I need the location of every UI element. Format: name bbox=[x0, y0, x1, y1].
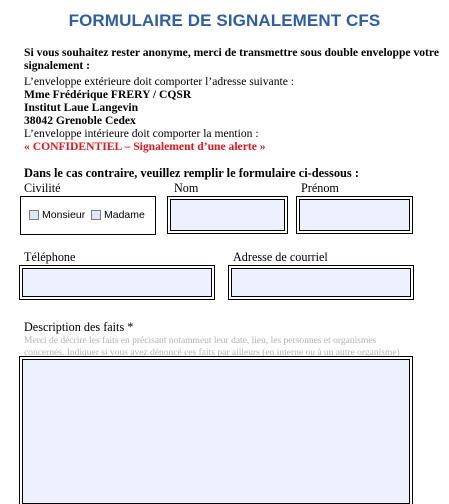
address-line-2: Institut Laue Langevin bbox=[24, 101, 139, 114]
prenom-field[interactable] bbox=[299, 199, 410, 231]
courriel-label: Adresse de courriel bbox=[233, 250, 328, 264]
madame-label: Madame bbox=[104, 209, 145, 221]
anonymity-instruction: Si vous souhaitez rester anonyme, merci de transmettre sous double enveloppe votre bbox=[24, 46, 439, 59]
prenom-label: Prénom bbox=[301, 181, 339, 195]
section-heading: Dans le cas contraire, veuillez remplir le formulaire ci-dessous : bbox=[24, 166, 359, 180]
madame-checkbox[interactable] bbox=[91, 210, 101, 220]
inner-envelope-note: L’enveloppe intérieure doit comporter la mention : bbox=[24, 127, 259, 140]
telephone-label: Téléphone bbox=[24, 250, 76, 264]
description-hint-2: concernés. Indiquer si vous avez dénoncé ces faits par ailleurs (en interne ou à un autre organisme) bbox=[24, 348, 400, 358]
nom-label: Nom bbox=[174, 181, 199, 195]
confidential-mention: « CONFIDENTIEL – Signalement d’une alerte » bbox=[24, 140, 266, 153]
description-hint-1: Merci de décrire les faits en précisant notamment leur date, lieu, les personnes et organismes bbox=[24, 336, 377, 346]
monsieur-checkbox[interactable] bbox=[29, 210, 39, 220]
description-textarea[interactable] bbox=[22, 359, 410, 504]
nom-field[interactable] bbox=[170, 199, 285, 231]
address-line-3: 38042 Grenoble Cedex bbox=[24, 114, 136, 127]
telephone-field[interactable] bbox=[22, 268, 212, 297]
anonymity-instruction-cont: signalement : bbox=[24, 59, 91, 72]
civilite-label: Civilité bbox=[24, 181, 61, 195]
description-label: Description des faits * bbox=[24, 320, 134, 334]
form-title: FORMULAIRE DE SIGNALEMENT CFS bbox=[68, 11, 381, 30]
monsieur-label: Monsieur bbox=[42, 209, 86, 221]
outer-envelope-note: L’enveloppe extérieure doit comporter l’adresse suivante : bbox=[24, 75, 294, 88]
civilite-group bbox=[20, 196, 156, 235]
address-line-1: Mme Frédérique FRERY / CQSR bbox=[24, 88, 192, 101]
courriel-field[interactable] bbox=[231, 268, 411, 297]
